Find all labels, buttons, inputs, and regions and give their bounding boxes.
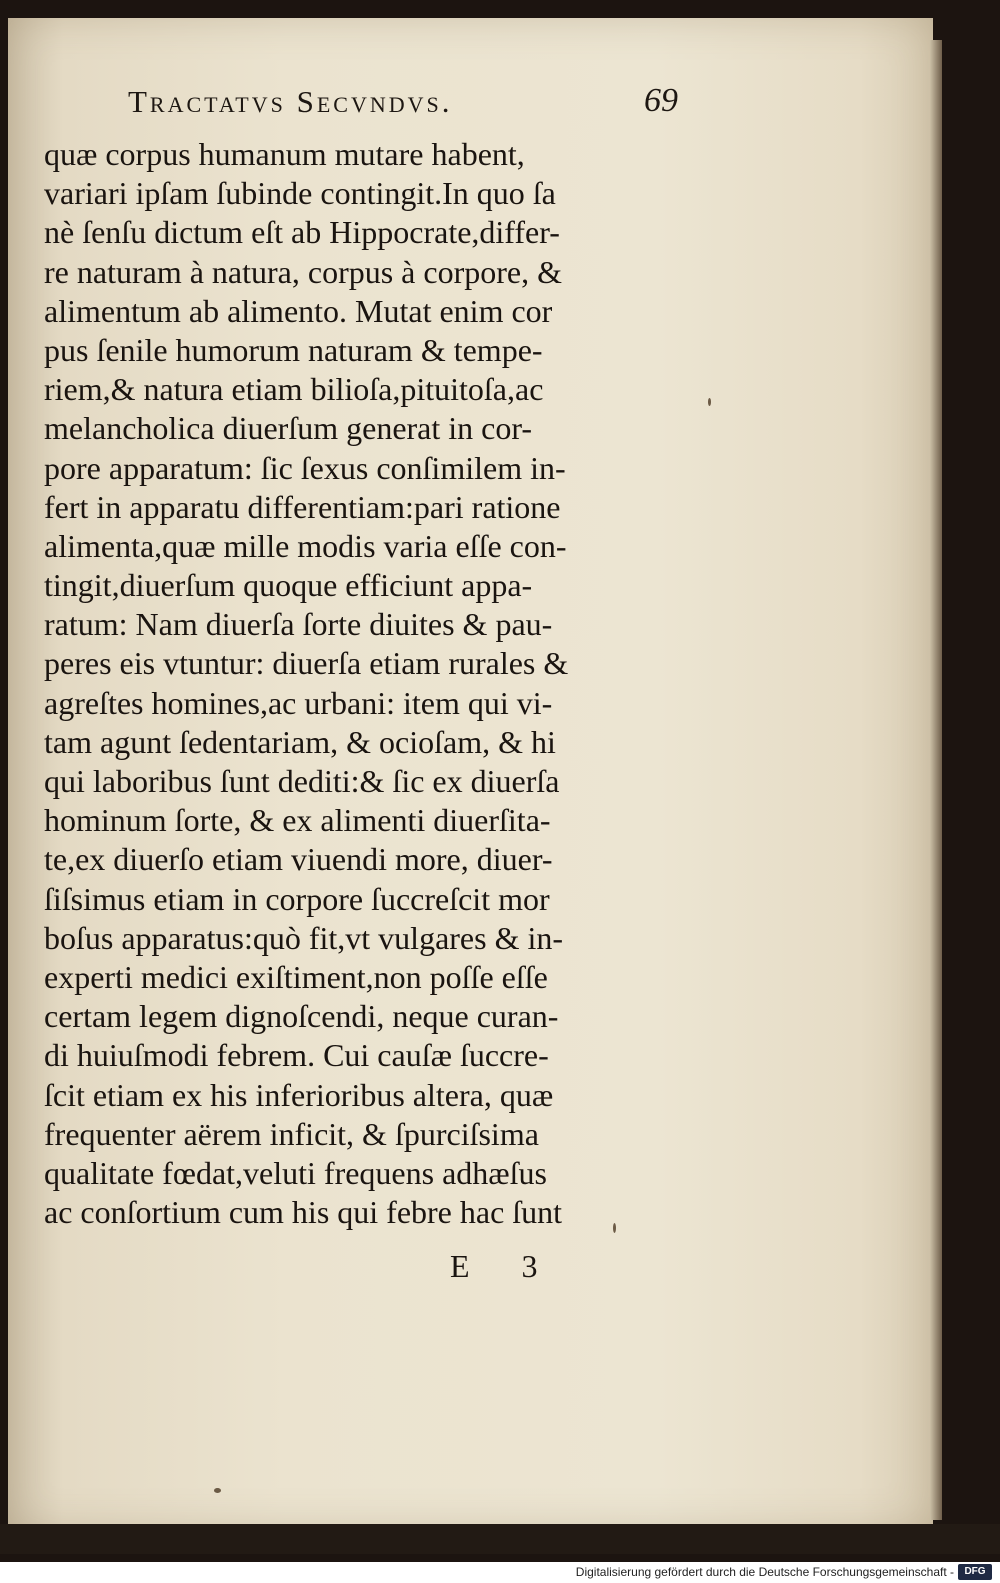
- signature-mark: E 3: [450, 1248, 560, 1284]
- dfg-logo: DFG: [958, 1564, 992, 1580]
- text-line: tam agunt ſedentariam, & ocioſam, & hi: [44, 723, 556, 760]
- text-line: ſcit etiam ex his inferioribus altera, quæ: [44, 1076, 554, 1113]
- text-line: riem,& natura etiam bilioſa,pituitoſa,ac: [44, 371, 544, 408]
- text-line: pus ſenile humorum naturam & tempe-: [44, 331, 543, 368]
- text-line: hominum ſorte, & ex alimenti diuerſita-: [44, 802, 551, 839]
- text-line: agreſtes homines,ac urbani: item qui vi-: [44, 684, 553, 721]
- running-head-title: Tractatvs Secvndvs.: [128, 84, 453, 119]
- text-line: experti medici exiſtiment,non poſſe eſſe: [44, 958, 548, 995]
- text-line: qui laboribus ſunt dediti:& ſic ex diuerſa: [44, 763, 560, 799]
- text-line: ratum: Nam diuerſa ſorte diuites & pau-: [44, 606, 553, 643]
- footer-bar: [0, 1562, 1000, 1583]
- page-bottom-edge: [0, 1524, 1000, 1554]
- text-line: alimenta,quæ mille modis varia eſſe con-: [44, 527, 567, 564]
- paper-speck: [214, 1488, 221, 1493]
- text-line: pore apparatum: ſic ſexus conſimilem in-: [44, 449, 566, 486]
- text-line: fert in apparatu differentiam:pari ratione: [44, 488, 561, 525]
- text-line: qualitate fœdat,veluti frequens adhæſus: [44, 1154, 547, 1191]
- footer-credit: Digitalisierung gefördert durch die Deutsche Forschungsgemeinschaft -: [575, 1565, 954, 1579]
- text-line: ſiſsimus etiam in corpore ſuccreſcit mor: [44, 880, 550, 917]
- text-line: te,ex diuerſo etiam viuendi more, diuer-: [44, 841, 553, 878]
- text-line: variari ipſam ſubinde contingit.In quo ſa: [44, 175, 556, 212]
- text-line: peres eis vtuntur: diuerſa etiam rurales &: [44, 645, 569, 682]
- running-head: [128, 84, 688, 124]
- text-line: certam legem dignoſcendi, neque curan-: [44, 998, 559, 1035]
- text-line: alimentum ab alimento. Mutat enim cor: [44, 292, 553, 329]
- body-text: [44, 135, 674, 1232]
- text-line: tingit,diuerſum quoque efficiunt appa-: [44, 567, 533, 604]
- text-line: melancholica diuerſum generat in cor-: [44, 410, 533, 447]
- text-line: re naturam à natura, corpus à corpore, &: [44, 253, 562, 290]
- text-line: frequenter aërem inficit, & ſpurciſsima: [44, 1115, 539, 1152]
- text-line: quæ corpus humanum mutare habent,: [44, 136, 525, 172]
- text-line: boſus apparatus:quò fit,vt vulgares & in-: [44, 919, 564, 956]
- text-line: ac conſortium cum his qui febre hac ſunt: [44, 1194, 563, 1231]
- page-fore-edge: [930, 40, 942, 1520]
- page-number: 69: [644, 82, 678, 119]
- text-line: di huiuſmodi febrem. Cui cauſæ ſuccre-: [44, 1037, 549, 1074]
- paper-speck: [708, 398, 711, 406]
- text-line: nè ſenſu dictum eſt ab Hippocrate,differ-: [44, 214, 560, 251]
